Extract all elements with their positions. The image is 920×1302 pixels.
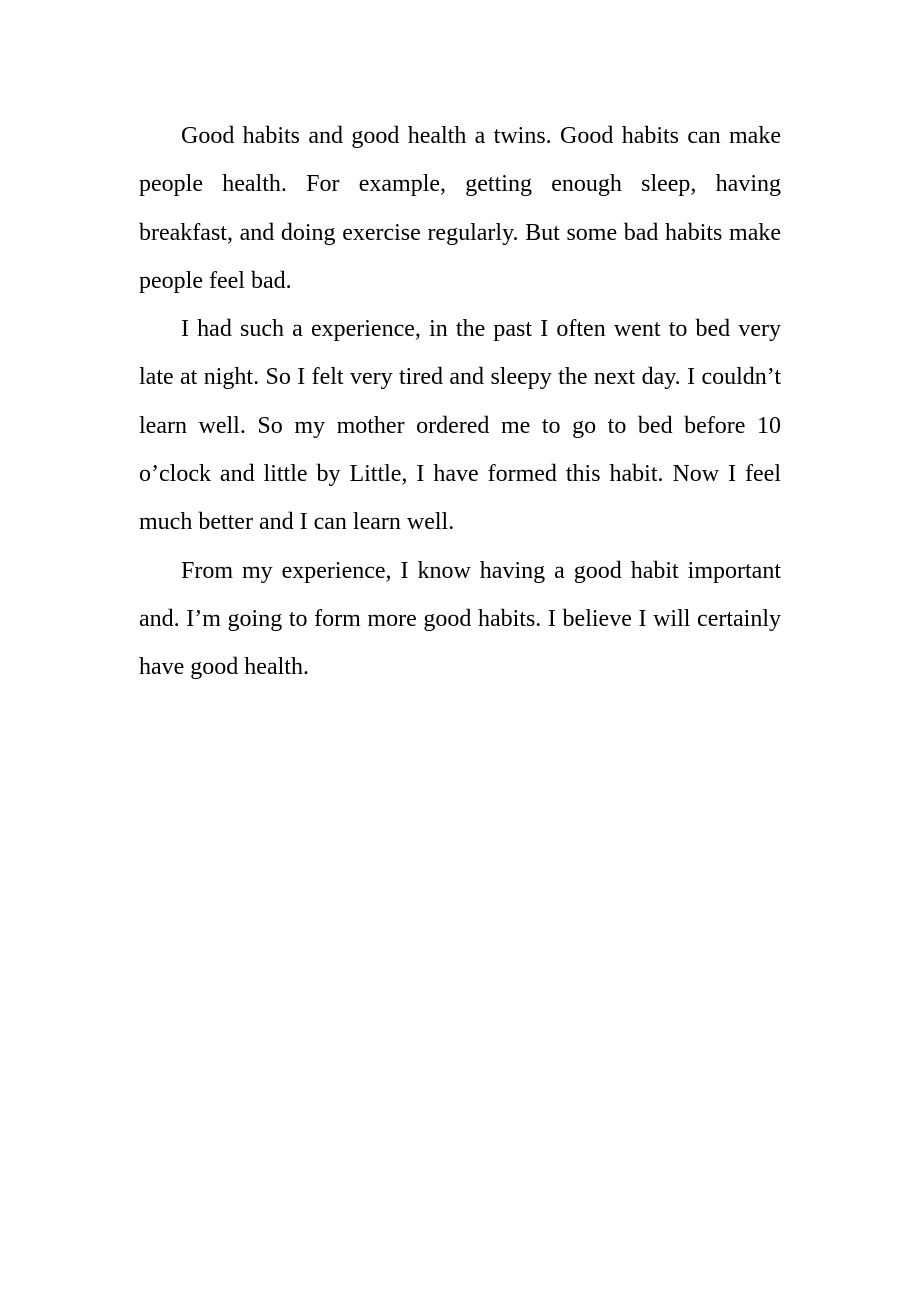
paragraph-2: I had such a experience, in the past I often went to bed very late at night. So I felt very tired and sleepy the next day. I couldn’t learn well. So my mother ordered me to go to bed before 10 o’clock and little by Little, I have formed this habit. Now I feel much better and I can learn well. xyxy=(139,316,781,536)
essay-body xyxy=(139,112,781,692)
paragraph-1: Good habits and good health a twins. Good habits can make people health. For example, getting enough sleep, having breakfast, and doing exercise regularly. But some bad habits make people feel bad. xyxy=(139,123,781,294)
paragraph-3: From my experience, I know having a good habit important and. I’m going to form more good habits. I believe I will certainly have good health. xyxy=(139,557,781,681)
